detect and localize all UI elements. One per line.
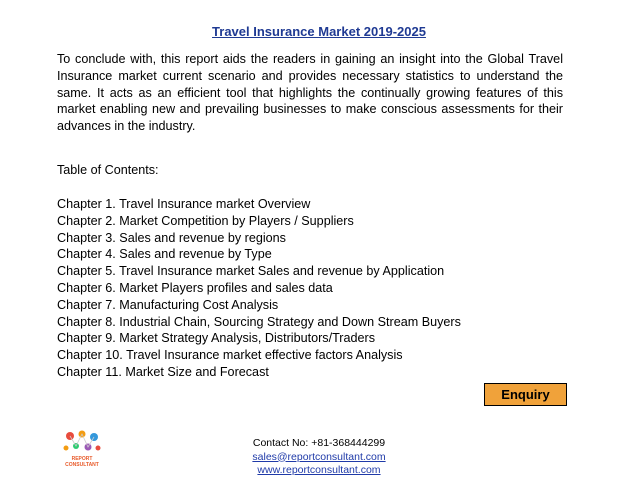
toc-item-chapter-5: Chapter 5. Travel Insurance market Sales and revenue by Application (57, 264, 445, 279)
email-link[interactable]: sales@reportconsultant.com (252, 450, 386, 463)
toc-item-chapter-7: Chapter 7. Manufacturing Cost Analysis (57, 297, 279, 312)
toc-item-chapter-10: Chapter 10. Travel Insurance market effective factors Analysis (57, 348, 403, 363)
page-title: Travel Insurance Market 2019-2025 (212, 24, 426, 39)
toc-item-chapter-8: Chapter 8. Industrial Chain, Sourcing Strategy and Down Stream Buyers (57, 314, 461, 329)
toc-item-chapter-4: Chapter 4. Sales and revenue by Type (57, 247, 272, 262)
toc-item-chapter-11: Chapter 11. Market Size and Forecast (57, 364, 269, 379)
toc-heading: Table of Contents: (57, 163, 159, 177)
toc-item-chapter-2: Chapter 2. Market Competition by Players / Suppliers (57, 213, 354, 228)
toc-item-chapter-9: Chapter 9. Market Strategy Analysis, Distributors/Traders (57, 331, 375, 346)
intro-paragraph: To conclude with, this report aids the readers in gaining an insight into the Global Travel Insurance market current scenario and provides necessary statistics to understand the same. It acts as an efficient tool that highlights the continually growing features of this market enabling new and prevailing businesses to make conscious assessments for their advances in the industry. (57, 52, 563, 134)
footer (0, 437, 638, 478)
enquiry-button[interactable]: Enquiry (484, 383, 567, 406)
toc-item-chapter-1: Chapter 1. Travel Insurance market Overview (57, 197, 311, 211)
contact-number: Contact No: +81-368444299 (252, 437, 386, 449)
website-link[interactable]: www.reportconsultant.com (257, 464, 381, 476)
toc-list (57, 196, 461, 381)
toc-item-chapter-6: Chapter 6. Market Players profiles and sales data (57, 280, 333, 295)
toc-item-chapter-3: Chapter 3. Sales and revenue by regions (57, 230, 286, 245)
logo-wordmark: REPORT CONSULTANT (65, 456, 99, 468)
